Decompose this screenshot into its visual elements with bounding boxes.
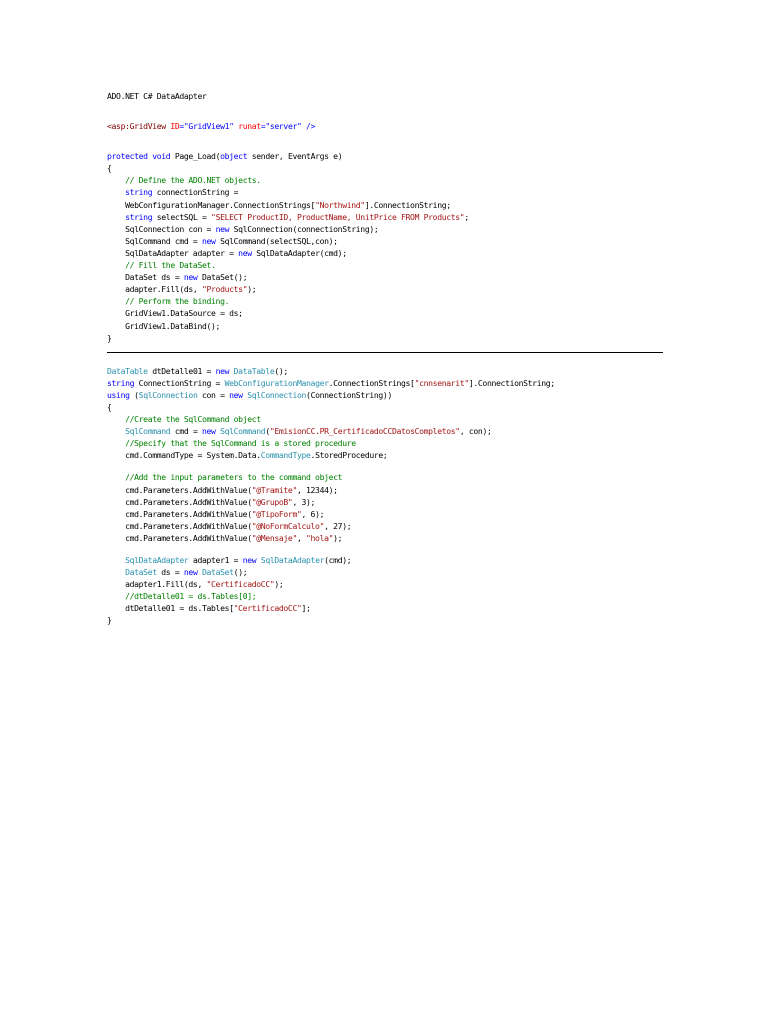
code-token: } bbox=[107, 332, 112, 343]
type-token: DataTable bbox=[233, 365, 275, 376]
string-token: "Products" bbox=[201, 284, 248, 295]
code-line bbox=[107, 199, 663, 211]
blank-line bbox=[107, 461, 663, 471]
code-token: SqlConnection con = bbox=[107, 223, 216, 234]
code-token: ; bbox=[464, 211, 469, 222]
code-token: adapter1.Fill(ds, bbox=[107, 579, 207, 590]
keyword-token: new bbox=[215, 365, 234, 376]
keyword-token: new bbox=[229, 389, 248, 400]
code-line bbox=[107, 614, 663, 626]
code-block-page-load bbox=[107, 150, 663, 344]
code-token: cmd.CommandType = System.Data. bbox=[107, 450, 261, 461]
code-token: (ConnectionString)) bbox=[306, 389, 392, 400]
code-line bbox=[107, 554, 663, 566]
keyword-token: object bbox=[220, 151, 252, 162]
code-token bbox=[107, 187, 125, 197]
code-line bbox=[107, 150, 663, 162]
horizontal-rule bbox=[107, 352, 663, 353]
code-token: connectionString = bbox=[156, 187, 239, 198]
code-token: , 27); bbox=[324, 520, 352, 531]
code-line bbox=[107, 425, 663, 437]
keyword-token: new bbox=[201, 235, 221, 246]
gridview-markup-line bbox=[107, 120, 663, 132]
type-token: SqlDataAdapter bbox=[260, 555, 325, 565]
comment-token: //Create the SqlCommand object bbox=[125, 414, 261, 425]
document-title: ADO.NET C# DataAdapter bbox=[107, 91, 207, 101]
keyword-token: new bbox=[242, 555, 261, 565]
string-token: "EmisionCC.PR_CertificadoCCDatosCompletos" bbox=[269, 426, 460, 437]
string-token: "CertificadoCC" bbox=[206, 579, 275, 590]
keyword-token: new bbox=[238, 247, 257, 258]
code-token: , 3); bbox=[292, 496, 316, 507]
code-token: } bbox=[107, 615, 112, 626]
code-line bbox=[107, 162, 663, 174]
code-token: cmd.Parameters.AddWithValue( bbox=[107, 532, 252, 543]
type-token: DataTable bbox=[107, 365, 153, 376]
code-token bbox=[107, 175, 125, 185]
keyword-token: new bbox=[202, 426, 221, 437]
code-line bbox=[107, 295, 663, 307]
code-token: GridView1.DataSource = ds; bbox=[107, 308, 243, 319]
code-token bbox=[107, 296, 125, 306]
code-token: adapter.Fill(ds, bbox=[107, 284, 202, 295]
code-block-stored-procedure bbox=[107, 365, 663, 627]
type-token: WebConfigurationManager bbox=[224, 377, 329, 388]
keyword-token: ="GridView1" bbox=[179, 121, 239, 132]
code-line bbox=[107, 578, 663, 590]
type-token: SqlConnection bbox=[138, 389, 202, 400]
code-line bbox=[107, 283, 663, 295]
spacer bbox=[107, 102, 663, 120]
code-line bbox=[107, 566, 663, 578]
code-line bbox=[107, 520, 663, 532]
string-token: "@Tramite" bbox=[251, 484, 297, 495]
code-token: ); bbox=[274, 579, 284, 590]
type-token: SqlCommand bbox=[125, 426, 175, 437]
type-token: SqlCommand bbox=[220, 426, 266, 437]
string-token: "@NoFormCalculo" bbox=[251, 520, 325, 531]
code-token bbox=[107, 212, 125, 222]
code-token: SqlDataAdapter adapter = bbox=[107, 247, 239, 258]
code-token: , 12344); bbox=[296, 484, 338, 495]
code-token: .StoredProcedure; bbox=[310, 450, 388, 461]
code-token: , 6); bbox=[301, 508, 325, 519]
string-token: "hola" bbox=[306, 532, 334, 543]
code-token: cmd = bbox=[174, 426, 202, 437]
code-line bbox=[107, 259, 663, 271]
type-token: DataSet bbox=[202, 567, 234, 578]
code-token: ); bbox=[247, 284, 257, 295]
code-token: ); bbox=[333, 532, 343, 543]
code-line bbox=[107, 247, 663, 259]
comment-token: //dtDetalle01 = ds.Tables[0]; bbox=[125, 591, 257, 602]
code-token: con = bbox=[202, 389, 230, 400]
code-token bbox=[107, 426, 125, 436]
code-line bbox=[107, 365, 663, 377]
keyword-token: new bbox=[183, 272, 202, 283]
code-token bbox=[107, 555, 125, 565]
code-line bbox=[107, 496, 663, 508]
comment-token: // Define the ADO.NET objects. bbox=[125, 175, 261, 186]
code-token: ].ConnectionString; bbox=[364, 199, 451, 210]
code-token: DataSet ds = bbox=[107, 272, 184, 283]
code-token: , con); bbox=[459, 426, 492, 437]
type-token: DataSet bbox=[125, 567, 162, 578]
string-token: "@Mensaje" bbox=[251, 532, 297, 543]
code-token: dtDetalle01 = bbox=[152, 365, 216, 376]
type-token: SqlConnection bbox=[247, 389, 307, 400]
keyword-token: using bbox=[107, 389, 135, 400]
keyword-token: string bbox=[107, 377, 139, 388]
code-token: SqlCommand cmd = bbox=[107, 235, 202, 246]
code-token: dtDetalle01 = ds.Tables[ bbox=[107, 603, 234, 614]
code-line bbox=[107, 211, 663, 223]
code-token: sender, EventArgs e) bbox=[251, 151, 343, 162]
code-token: Page_Load( bbox=[174, 151, 221, 162]
code-line bbox=[107, 471, 663, 483]
string-token: "SELECT ProductID, ProductName, UnitPrice FROM Products" bbox=[211, 211, 465, 222]
code-line bbox=[107, 320, 663, 332]
code-token: ( bbox=[134, 389, 139, 400]
code-token bbox=[107, 591, 125, 601]
code-token: , bbox=[296, 532, 307, 543]
string-token: "@GrupoB" bbox=[251, 496, 293, 507]
code-token bbox=[107, 472, 125, 482]
code-token: { bbox=[107, 163, 112, 174]
comment-token: //Add the input parameters to the command object bbox=[125, 472, 343, 483]
code-token: .ConnectionStrings[ bbox=[328, 377, 415, 388]
code-token: adapter1 = bbox=[192, 555, 243, 565]
string-token: "Northwind" bbox=[315, 199, 365, 210]
code-token: ( bbox=[265, 426, 270, 437]
code-token: cmd.Parameters.AddWithValue( bbox=[107, 496, 252, 507]
keyword-token: string bbox=[125, 211, 157, 222]
code-token bbox=[107, 438, 125, 448]
code-line bbox=[107, 307, 663, 319]
keyword-token: new bbox=[215, 223, 234, 234]
code-token: { bbox=[107, 401, 112, 412]
code-token bbox=[107, 260, 125, 270]
code-token: (); bbox=[233, 567, 248, 578]
keyword-token: void bbox=[152, 151, 175, 162]
code-line bbox=[107, 389, 663, 401]
code-token: cmd.Parameters.AddWithValue( bbox=[107, 508, 252, 519]
code-token: SqlDataAdapter(cmd); bbox=[256, 247, 347, 258]
comment-token: // Fill the DataSet. bbox=[125, 260, 216, 271]
keyword-token: string bbox=[125, 187, 157, 198]
code-token: cmd.Parameters.AddWithValue( bbox=[107, 484, 252, 495]
spacer bbox=[107, 132, 663, 150]
code-token: SqlConnection(connectionString); bbox=[233, 223, 379, 234]
code-token bbox=[107, 414, 125, 424]
attribute-token: runat bbox=[238, 121, 261, 132]
code-line bbox=[107, 235, 663, 247]
string-token: "CertificadoCC" bbox=[233, 603, 302, 614]
code-line bbox=[107, 377, 663, 389]
string-token: "@TipoForm" bbox=[251, 508, 302, 519]
code-line bbox=[107, 413, 663, 425]
code-line bbox=[107, 332, 663, 344]
code-token: ]; bbox=[301, 603, 311, 614]
code-line bbox=[107, 271, 663, 283]
code-token: (cmd); bbox=[324, 555, 352, 565]
code-token: (); bbox=[274, 365, 288, 376]
code-line bbox=[107, 602, 663, 614]
code-token: ConnectionString = bbox=[138, 377, 225, 388]
keyword-token: ="server" /> bbox=[260, 121, 316, 132]
comment-token: // Perform the binding. bbox=[125, 296, 230, 307]
string-token: "cnnsenarit" bbox=[414, 377, 469, 388]
code-token bbox=[107, 567, 125, 577]
keyword-token: new bbox=[183, 567, 202, 578]
code-token: ].ConnectionString; bbox=[468, 377, 555, 388]
code-line bbox=[107, 401, 663, 413]
code-line bbox=[107, 590, 663, 602]
code-token: WebConfigurationManager.ConnectionStrings[ bbox=[107, 199, 316, 210]
tag-token: <asp:GridView bbox=[107, 121, 171, 132]
type-token: CommandType bbox=[260, 450, 311, 461]
type-token: SqlDataAdapter bbox=[125, 555, 193, 565]
document-page bbox=[107, 90, 663, 627]
code-line bbox=[107, 223, 663, 235]
comment-token: //Specify that the SqlCommand is a stored procedure bbox=[125, 438, 356, 449]
code-line bbox=[107, 508, 663, 520]
blank-line bbox=[107, 544, 663, 554]
code-line bbox=[107, 449, 663, 461]
code-token: DataSet(); bbox=[201, 272, 248, 283]
code-line bbox=[107, 437, 663, 449]
code-line bbox=[107, 186, 663, 198]
code-line bbox=[107, 532, 663, 544]
code-token: ds = bbox=[161, 567, 184, 578]
code-token: GridView1.DataBind(); bbox=[107, 320, 221, 331]
code-line bbox=[107, 484, 663, 496]
code-token: SqlCommand(selectSQL,con); bbox=[220, 235, 338, 246]
code-token: cmd.Parameters.AddWithValue( bbox=[107, 520, 252, 531]
attribute-token: ID bbox=[170, 121, 180, 132]
code-token: selectSQL = bbox=[156, 211, 212, 222]
code-line bbox=[107, 174, 663, 186]
keyword-token: protected bbox=[107, 151, 153, 162]
